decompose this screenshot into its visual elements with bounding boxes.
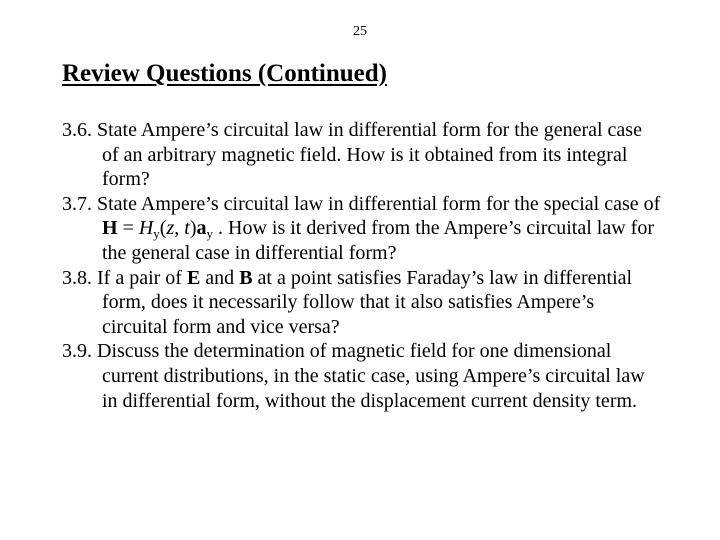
b-field-symbol: B bbox=[239, 266, 253, 289]
question-list bbox=[62, 118, 662, 413]
t-variable: t bbox=[184, 217, 190, 240]
question-3-7 bbox=[62, 192, 662, 266]
z-variable: z bbox=[166, 217, 175, 240]
question-text-part: State Ampere’s circuital law in differential form for the special case of bbox=[97, 192, 661, 215]
question-text-part: . How is it derived from the Ampere’s circuital law for the general case in differential form? bbox=[102, 217, 654, 264]
h-component-symbol: H bbox=[138, 217, 154, 240]
question-number: 3.6. bbox=[62, 119, 92, 141]
question-number: 3.7. bbox=[62, 192, 92, 215]
question-3-9 bbox=[62, 339, 662, 413]
question-text-part: at a point satisfies Faraday’s law in differential form, does it necessarily follow that it also satisfies Ampere’s circuital form and vice versa? bbox=[102, 266, 633, 338]
close-paren: ) bbox=[189, 217, 197, 240]
question-number: 3.8. bbox=[62, 266, 92, 289]
question-text: Discuss the determination of magnetic field for one dimensional current distributions, in the static case, using Ampere’s circuital law in differential form, without the displacement current density term. bbox=[97, 340, 645, 412]
y-subscript: y bbox=[153, 226, 160, 242]
page-number: 25 bbox=[353, 24, 367, 39]
slide-title: Review Questions (Continued) bbox=[62, 60, 388, 87]
y-subscript: y bbox=[206, 226, 213, 242]
equals-sign: = bbox=[117, 217, 139, 240]
open-paren: ( bbox=[159, 217, 167, 240]
question-number: 3.9. bbox=[62, 340, 92, 363]
comma: , bbox=[174, 217, 185, 240]
e-field-symbol: E bbox=[186, 266, 201, 289]
vector-h-symbol: H bbox=[102, 217, 118, 240]
question-text: State Ampere’s circuital law in differential form for the general case of an arbitrary magnetic field. How is it obtained from its integral form? bbox=[97, 119, 642, 191]
unit-vector-a-symbol: a bbox=[196, 217, 207, 240]
question-3-6 bbox=[62, 118, 662, 192]
question-text-part: If a pair of bbox=[97, 266, 187, 289]
question-3-8 bbox=[62, 266, 662, 340]
question-text-part: and bbox=[200, 266, 240, 289]
